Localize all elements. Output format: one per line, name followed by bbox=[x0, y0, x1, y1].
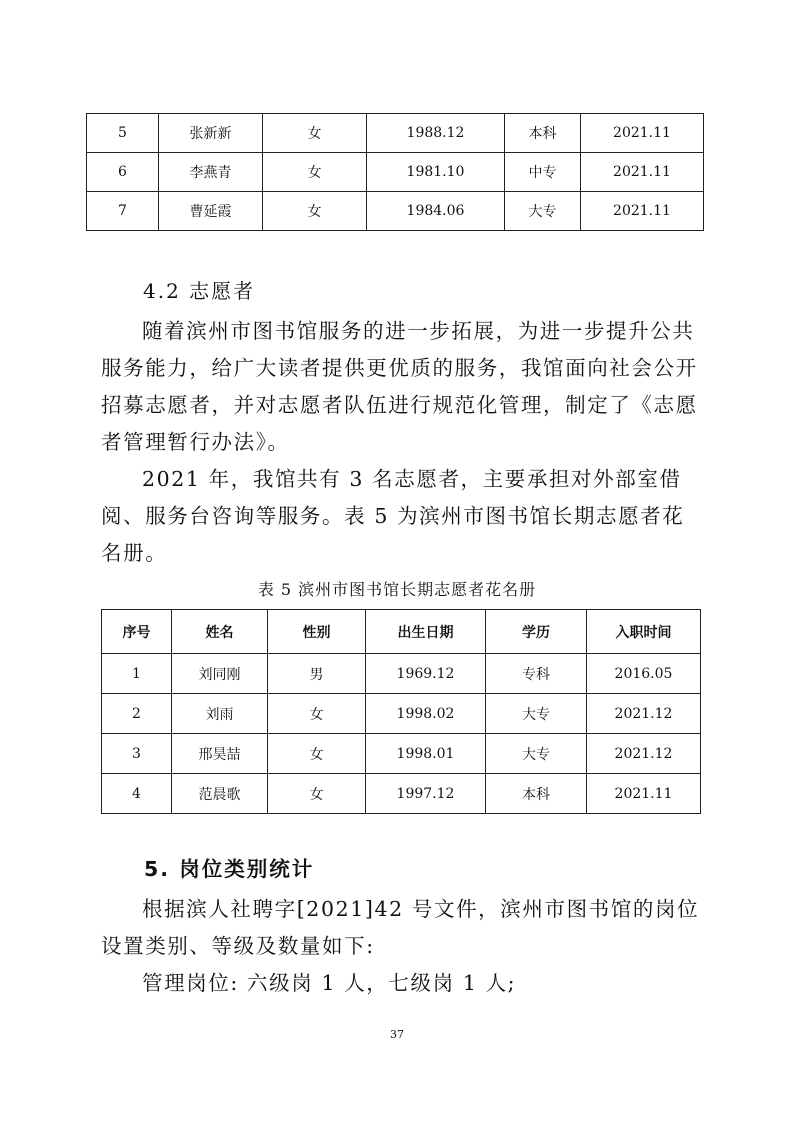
cell-seq: 3 bbox=[102, 734, 172, 774]
table-caption: 表 5 滨州市图书馆长期志愿者花名册 bbox=[257, 580, 537, 599]
cell-name: 范晨歌 bbox=[172, 774, 268, 814]
cell-birth: 1988.12 bbox=[367, 114, 505, 153]
cell-seq: 7 bbox=[87, 192, 159, 231]
cell-entry: 2021.11 bbox=[581, 153, 704, 192]
header-seq: 序号 bbox=[102, 610, 172, 654]
cell-education: 大专 bbox=[505, 192, 581, 231]
table-header-row bbox=[102, 610, 701, 654]
cell-gender: 女 bbox=[268, 694, 366, 734]
table-row bbox=[102, 654, 701, 694]
cell-seq: 5 bbox=[87, 114, 159, 153]
section-heading-5: 5. 岗位类别统计 bbox=[144, 857, 315, 881]
cell-education: 中专 bbox=[505, 153, 581, 192]
cell-name: 刘同刚 bbox=[172, 654, 268, 694]
cell-birth: 1981.10 bbox=[367, 153, 505, 192]
section-heading-4-2: 4.2 志愿者 bbox=[143, 279, 256, 303]
paragraph-management-posts: 管理岗位: 六级岗 1 人，七级岗 1 人; bbox=[142, 971, 517, 995]
volunteer-roster-table bbox=[101, 609, 701, 814]
header-entry: 入职时间 bbox=[587, 610, 701, 654]
cell-education: 本科 bbox=[486, 774, 587, 814]
cell-seq: 6 bbox=[87, 153, 159, 192]
cell-birth: 1998.01 bbox=[366, 734, 486, 774]
staff-table-continued bbox=[86, 113, 704, 231]
cell-birth: 1984.06 bbox=[367, 192, 505, 231]
paragraph-volunteer-count: 2021 年，我馆共有 3 名志愿者，主要承担对外部室借阅、服务台咨询等服务。表 5 为滨州市图书馆长期志愿者花名册。 bbox=[101, 467, 685, 565]
cell-education: 大专 bbox=[486, 734, 587, 774]
table-row bbox=[87, 153, 704, 192]
paragraph-post-categories: 根据滨人社聘字[2021]42 号文件，滨州市图书馆的岗位设置类别、等级及数量如下: bbox=[101, 897, 700, 958]
table-row bbox=[102, 774, 701, 814]
header-name: 姓名 bbox=[172, 610, 268, 654]
cell-name: 刘雨 bbox=[172, 694, 268, 734]
cell-seq: 2 bbox=[102, 694, 172, 734]
cell-entry: 2021.11 bbox=[581, 192, 704, 231]
cell-gender: 女 bbox=[268, 774, 366, 814]
header-education: 学历 bbox=[486, 610, 587, 654]
cell-education: 本科 bbox=[505, 114, 581, 153]
cell-gender: 男 bbox=[268, 654, 366, 694]
page-number: 37 bbox=[390, 1028, 404, 1041]
cell-birth: 1969.12 bbox=[366, 654, 486, 694]
cell-birth: 1998.02 bbox=[366, 694, 486, 734]
cell-entry: 2021.12 bbox=[587, 734, 701, 774]
cell-gender: 女 bbox=[263, 153, 367, 192]
table-row bbox=[87, 192, 704, 231]
cell-seq: 4 bbox=[102, 774, 172, 814]
table-row bbox=[102, 694, 701, 734]
cell-entry: 2021.12 bbox=[587, 694, 701, 734]
paragraph-volunteers: 随着滨州市图书馆服务的进一步拓展，为进一步提升公共服务能力，给广大读者提供更优质的服务，我馆面向社会公开招募志愿者，并对志愿者队伍进行规范化管理，制定了《志愿者管理暂行办法》。 bbox=[101, 319, 698, 454]
table-row bbox=[87, 114, 704, 153]
cell-entry: 2021.11 bbox=[581, 114, 704, 153]
cell-gender: 女 bbox=[268, 734, 366, 774]
cell-gender: 女 bbox=[263, 114, 367, 153]
cell-birth: 1997.12 bbox=[366, 774, 486, 814]
table-row bbox=[102, 734, 701, 774]
cell-name: 邢昊喆 bbox=[172, 734, 268, 774]
cell-name: 李燕青 bbox=[159, 153, 263, 192]
cell-name: 张新新 bbox=[159, 114, 263, 153]
cell-education: 大专 bbox=[486, 694, 587, 734]
cell-entry: 2016.05 bbox=[587, 654, 701, 694]
cell-name: 曹延霞 bbox=[159, 192, 263, 231]
header-birth: 出生日期 bbox=[366, 610, 486, 654]
cell-education: 专科 bbox=[486, 654, 587, 694]
cell-gender: 女 bbox=[263, 192, 367, 231]
cell-entry: 2021.11 bbox=[587, 774, 701, 814]
cell-seq: 1 bbox=[102, 654, 172, 694]
header-gender: 性别 bbox=[268, 610, 366, 654]
